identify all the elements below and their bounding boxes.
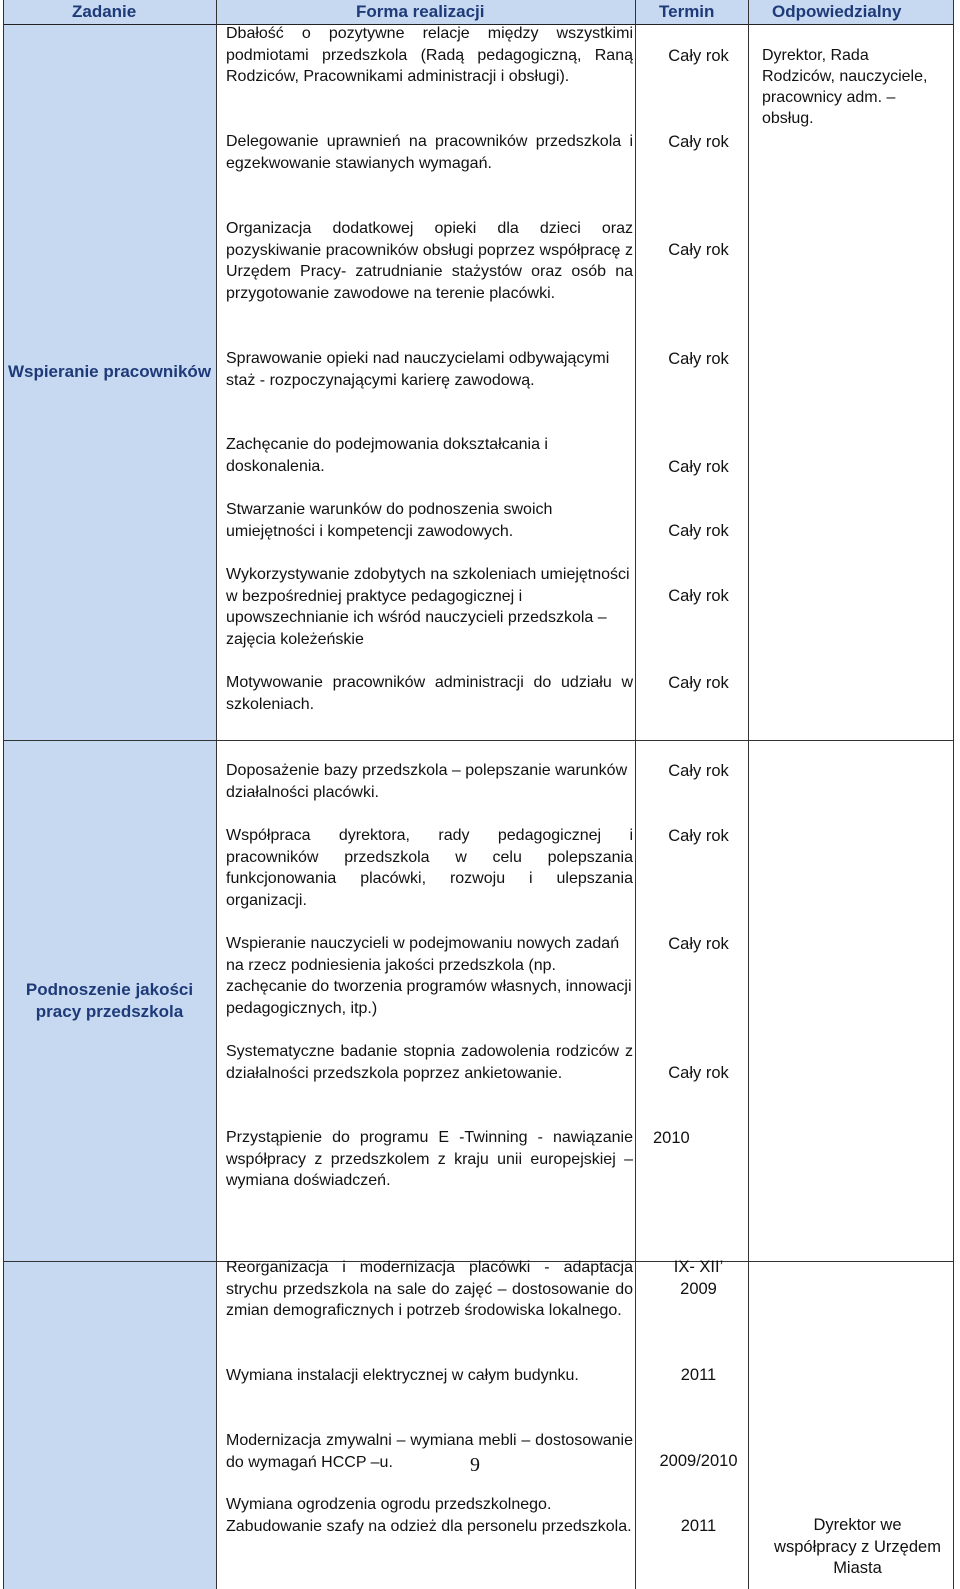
row-separator [3, 740, 954, 741]
term-text: Cały rok [668, 587, 729, 605]
term-text: Cały rok [668, 458, 729, 476]
term-text: 2011 [680, 1517, 717, 1535]
task-text: Reorganizacja i modernizacja placówki - adaptacja strychu przedszkola na sale do zajęć – dostosowanie do zmian demograficznych i potrzeb środowiska lokalnego. [226, 1259, 633, 1319]
term-text: IX- XII’ [673, 1258, 724, 1276]
term-text: 2009 [680, 1280, 717, 1298]
table-border-right [953, 0, 954, 1589]
task-text: Wspieranie nauczycieli w podejmowaniu nowych zadań na rzecz podniesienia jakości przedszkola (np. zachęcanie do tworzenia programów własnych, innowacji pedagogicznych, itp.) [226, 935, 632, 1017]
header-termin: Termin [659, 2, 715, 21]
zadanie-column [3, 25, 216, 1589]
task-text: Wykorzystywanie zdobytych na szkoleniach umiejętności w bezpośredniej praktyce pedagogicznej i upowszechnianie ich wśród nauczycieli przedszkola – zajęcia koleżeńskie [226, 566, 630, 648]
task-text: Sprawowanie opieki nad nauczycielami odbywającymi staż - rozpoczynającymi karierę zawodową. [226, 350, 610, 389]
page-number: 9 [470, 1454, 480, 1476]
table-divider-forma [635, 0, 636, 1589]
task-text: Organizacja dodatkowej opieki dla dzieci oraz pozyskiwanie pracowników obsługi poprzez współpracę z Urzędem Pracy- zatrudnianie stażystów oraz osób na przygotowanie zawodowe na terenie placówki. [226, 220, 633, 302]
zadanie-label: Podnoszenie jakości pracy przedszkola [25, 980, 194, 1021]
table-border-left [3, 0, 4, 1589]
term-text: Cały rok [668, 350, 729, 368]
task-text: Delegowanie uprawnień na pracowników przedszkola i egzekwowanie stawianych wymagań. [226, 133, 633, 172]
task-text: Wymiana ogrodzenia ogrodu przedszkolnego. [226, 1496, 552, 1513]
header-forma-realizacji: Forma realizacji [356, 2, 485, 21]
term-text: Cały rok [668, 133, 729, 151]
responsible-text: Dyrektor we współpracy z Urzędem Miasta [774, 1516, 941, 1577]
table-divider-termin [748, 0, 749, 1589]
term-text: Cały rok [668, 241, 729, 259]
term-text: 2009/2010 [659, 1452, 738, 1470]
header-odpowiedzialny: Odpowiedzialny [772, 2, 902, 21]
task-text: Dbałość o pozytywne relacje między wszystkimi podmiotami przedszkola (Radą pedagogiczną, Raną Rodziców, Pracownikami administracji i obsługi). [226, 25, 633, 85]
task-text: Doposażenie bazy przedszkola – polepszanie warunków działalności placówki. [226, 762, 628, 801]
task-text: Zabudowanie szafy na odzież dla personelu przedszkola. [226, 1518, 632, 1535]
zadanie-label: Wspieranie pracowników [7, 362, 212, 381]
table-header [3, 0, 954, 25]
term-text: Cały rok [668, 1064, 729, 1082]
task-text: Motywowanie pracowników administracji do udziału w szkoleniach. [226, 674, 633, 713]
term-text: Cały rok [668, 522, 729, 540]
task-text: Zachęcanie do podejmowania dokształcania i doskonalenia. [226, 436, 548, 475]
term-text: Cały rok [668, 47, 729, 65]
task-text: Stwarzanie warunków do podnoszenia swoich umiejętności i kompetencji zawodowych. [226, 501, 553, 540]
task-text: Współpraca dyrektora, rady pedagogicznej i pracowników przedszkola w celu polepszania funkcjonowania placówki, rozwoju i ulepszania organizacji. [226, 827, 633, 909]
task-text: Modernizacja zmywalni – wymiana mebli – dostosowanie do wymagań HCCP –u. [226, 1432, 633, 1471]
task-text: Systematyczne badanie stopnia zadowolenia rodziców z działalności przedszkola poprzez ankietowanie. [226, 1043, 633, 1082]
term-text: Cały rok [668, 827, 729, 845]
term-text: Cały rok [668, 674, 729, 692]
term-text: Cały rok [668, 762, 729, 780]
header-zadanie: Zadanie [72, 2, 137, 21]
task-text: Wymiana instalacji elektrycznej w całym budynku. [226, 1367, 579, 1384]
task-text: Przystąpienie do programu E -Twinning - nawiązanie współpracy z przedszkolem z kraju unii europejskiej – wymiana doświadczeń. [226, 1129, 633, 1189]
term-text: 2010 [653, 1129, 690, 1147]
responsible-text: Dyrektor, Rada Rodziców, nauczyciele, pracownicy adm. – obsług. [762, 47, 928, 127]
term-text: 2011 [680, 1366, 717, 1384]
table-divider-zadanie [216, 0, 217, 1589]
term-text: Cały rok [668, 935, 729, 953]
